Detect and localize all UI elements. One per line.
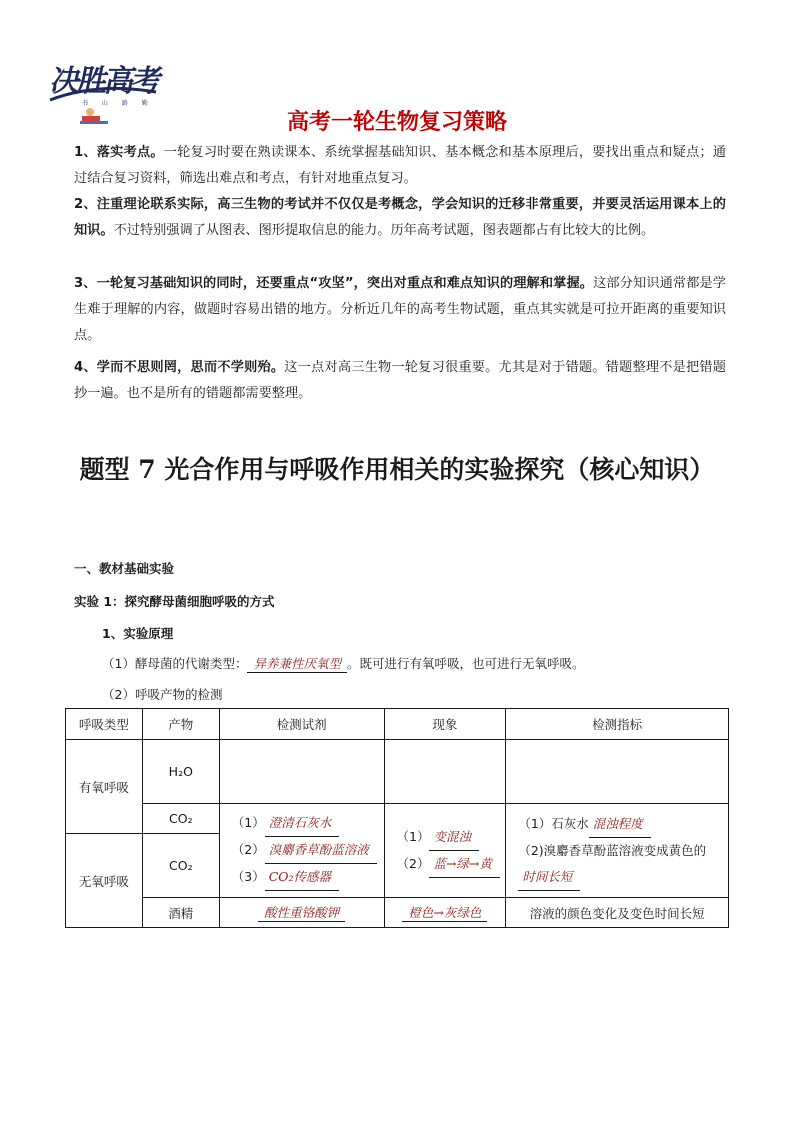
alcohol-cell: 酒精 <box>142 898 219 928</box>
aerobic-cell: 有氧呼吸 <box>66 740 143 834</box>
tip-1: 1、落实考点。一轮复习时要在熟读课本、系统掌握基础知识、基本概念和基本原理后，要找出重点和疑点；通过结合复习资料，筛选出难点和考点，有针对地重点复习。 <box>74 145 726 186</box>
phenomenon-cell: （1） 变混浊 （2） 蓝→绿→黄 <box>384 804 506 898</box>
heading-principle: 1、实验原理 <box>102 626 174 641</box>
answer-index-1: 混浊程度 <box>589 811 651 838</box>
answer-alcohol-phenomenon: 橙色→灰绿色 <box>402 903 487 922</box>
line-metabolism-type: （1）酵母菌的代谢类型： 异养兼性厌氧型 。既可进行有氧呼吸，也可进行无氧呼吸。 <box>102 656 585 671</box>
empty-cell <box>219 740 384 804</box>
heading-textbook-experiments: 一、教材基础实验 <box>74 561 175 576</box>
respiration-table <box>65 708 729 928</box>
table-header: 产物 <box>142 709 219 740</box>
answer-alcohol-reagent: 酸性重铬酸钾 <box>258 903 345 922</box>
empty-cell <box>506 740 729 804</box>
table-header-row <box>66 709 729 740</box>
anaerobic-cell: 无氧呼吸 <box>66 834 143 928</box>
co2-aerobic-cell: CO₂ <box>142 804 219 834</box>
answer-phenomenon-2: 蓝→绿→黄 <box>429 851 499 878</box>
table-row <box>66 898 729 928</box>
table-row <box>66 804 729 834</box>
table-header: 呼吸类型 <box>66 709 143 740</box>
empty-cell <box>384 740 506 804</box>
table-header: 现象 <box>384 709 506 740</box>
answer-reagent-3: CO₂传感器 <box>265 864 339 891</box>
answer-reagent-1: 澄清石灰水 <box>265 810 340 837</box>
table-header: 检测试剂 <box>219 709 384 740</box>
index-cell: （1）石灰水 混浊程度 （2)溴麝香草酚蓝溶液变成黄色的 时间长短 <box>506 804 729 898</box>
h2o-cell: H₂O <box>142 740 219 804</box>
section-title: 题型 7 光合作用与呼吸作用相关的实验探究（核心知识） <box>79 455 715 484</box>
answer-reagent-2: 溴麝香草酚蓝溶液 <box>265 837 377 864</box>
co2-anaerobic-cell: CO₂ <box>142 834 219 898</box>
heading-experiment-1: 实验 1：探究酵母菌细胞呼吸的方式 <box>74 594 275 609</box>
table-header: 检测指标 <box>506 709 729 740</box>
reagent-cell: （1） 澄清石灰水 （2） 溴麝香草酚蓝溶液 （3） CO₂传感器 <box>219 804 384 898</box>
alcohol-reagent-cell <box>219 898 384 928</box>
line-product-detection: （2）呼吸产物的检测 <box>102 687 223 702</box>
tip-3: 3、一轮复习基础知识的同时，还要重点“攻坚”，突出对重点和难点知识的理解和掌握。这部分知识通常都是学生难于理解的内容，做题时容易出错的地方。分析近几年的高考生物试题，重点其实就是可拉开距离的重要知识点。 <box>74 276 726 343</box>
alcohol-index-cell: 溶液的颜色变化及变色时间长短 <box>506 898 729 928</box>
table-row <box>66 740 729 804</box>
tip-4: 4、学而不思则罔，思而不学则殆。这一点对高三生物一轮复习很重要。尤其是对于错题。错题整理不是把错题抄一遍。也不是所有的错题都需要整理。 <box>74 360 726 401</box>
logo-motto: 书 山 路 勤 <box>82 100 154 107</box>
page-title: 高考一轮生物复习策略 <box>286 110 507 135</box>
logo-text: 决胜高考 <box>47 64 163 99</box>
answer-metabolism-type: 异养兼性厌氧型 <box>247 654 347 673</box>
answer-index-2: 时间长短 <box>518 864 580 891</box>
alcohol-phenomenon-cell <box>384 898 506 928</box>
tip-2: 2、注重理论联系实际，高三生物的考试并不仅仅是考概念，学会知识的迁移非常重要，并要灵活运用课本上的知识。不过特别强调了从图表、图形提取信息的能力。历年高考试题，图表题都占有比较大的比例。 <box>74 197 726 238</box>
answer-phenomenon-1: 变混浊 <box>429 824 479 851</box>
